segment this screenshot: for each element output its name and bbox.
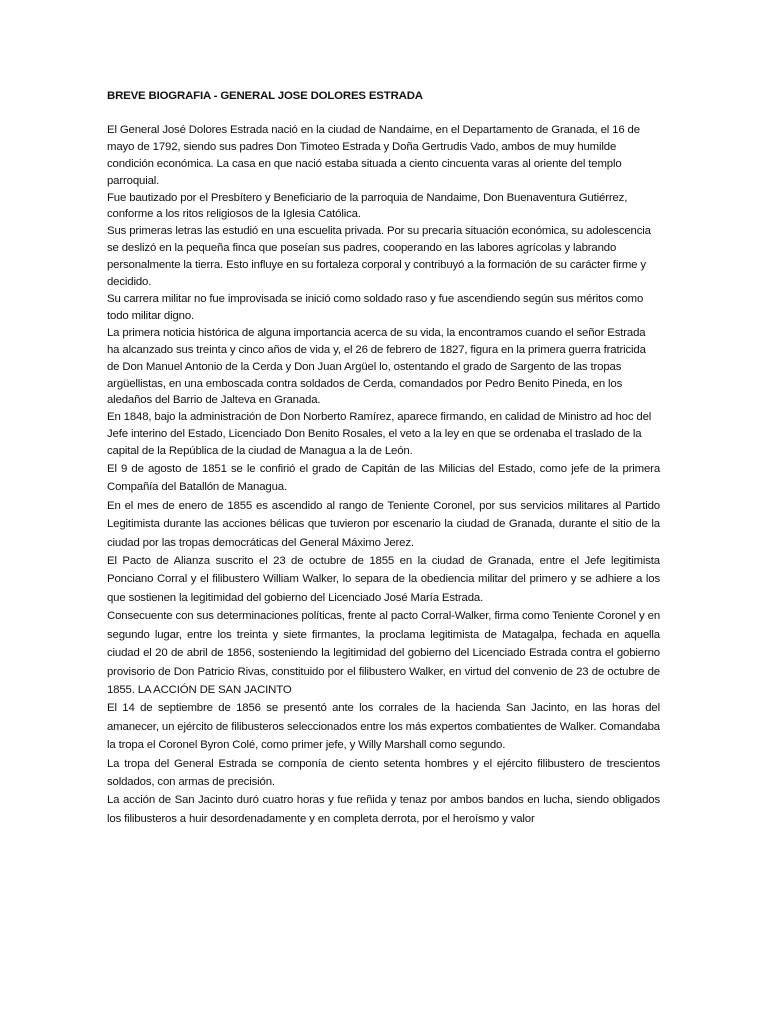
paragraph-baptism: Fue bautizado por el Presbítero y Beneficiario de la parroquia de Nandaime, Don Buenaventura Gutiérrez, conforme a los ritos religiosos de la Iglesia Católica. [107, 191, 628, 221]
paragraph-first-news: La primera noticia histórica de alguna importancia acerca de su vida, la encontramos cuando el señor Estrada ha alcanzado sus treinta y cinco años de vida y, el 26 de febrero de 1827, figura en la primera guerra fratricida de Don Manuel Antonio de la Cerda y Don Juan Argüel lo, ostentando el grado de Sargento de las tropas argüellistas, en una emboscada contra soldados de Cerda, comandados por Pedro Benito Pineda, en los aledaños del Barrio de Jalteva en Granada. [107, 326, 646, 407]
document-page [107, 88, 660, 828]
paragraph-education: Sus primeras letras las estudió en una escuelita privada. Por su precaria situación económica, su adolescencia se deslizó en la pequeña finca que poseían sus padres, cooperando en las labores agrícolas y labrando personalmente la tierra. Esto influye en su fortaleza corporal y contribuyó a la formación de su carácter firme y decidido. [107, 225, 651, 289]
body-section-early-life [107, 122, 660, 460]
paragraph-san-jacinto-attack: El 14 de septiembre de 1856 se presentó ante los corrales de la hacienda San Jacinto, en las horas del amanecer, un ejército de filibusteros seleccionados entre los más expertos combatientes de Walker. Comandaba la tropa el Coronel Byron Colé, como primer jefe, y Willy Marshall como segundo. [107, 702, 660, 752]
paragraph-battle-outcome: La acción de San Jacinto duró cuatro horas y fue reñida y tenaz por ambos bandos en lucha, siendo obligados los filibusteros a huir desordenadamente y en completa derrota, por el heroísmo y valor [107, 794, 660, 825]
paragraph-1855-promotion: En el mes de enero de 1855 es ascendido al rango de Teniente Coronel, por sus servicios militares al Partido Legitimista durante las acciones bélicas que tuvieron por escenario la ciudad de Granada, durante el sitio de la ciudad por las tropas democráticas del General Máximo Jerez. [107, 499, 660, 549]
paragraph-proclamation: Consecuente con sus determinaciones políticas, frente al pacto Corral-Walker, firma como Teniente Coronel y en segundo lugar, entre los treinta y siete firmantes, la proclama legitimista de Matagalpa, fechada en aquella ciudad el 20 de abril de 1856, sosteniendo la legitimidad del gobierno del Licenciado Estrada contra el gobierno provisorio de Don Patricio Rivas, constituido por el filibustero Walker, en virtud del convenio de 23 de octubre de 1855. LA ACCIÓN DE SAN JACINTO [107, 610, 660, 696]
document-title: BREVE BIOGRAFIA - GENERAL JOSE DOLORES ESTRADA [107, 90, 423, 102]
paragraph-troop-sizes: La tropa del General Estrada se componía de ciento setenta hombres y el ejército filibustero de trescientos soldados, con armas de precisión. [107, 757, 660, 788]
paragraph-alliance-pact: El Pacto de Alianza suscrito el 23 de octubre de 1855 en la ciudad de Granada, entre el Jefe legitimista Ponciano Corral y el filibustero William Walker, lo separa de la obediencia militar del primero y se adhiere a los que sostienen la legitimidad del gobierno del Licenciado José María Estrada. [107, 555, 660, 604]
paragraph-1848: En 1848, bajo la administración de Don Norberto Ramírez, aparece firmando, en calidad de Ministro ad hoc del Jefe interino del Estado, Licenciado Don Benito Rosales, el veto a la ley en que se ordenaba el traslado de la capital de la República de la ciudad de Managua a la de León. [107, 411, 652, 458]
paragraph-birth: El General José Dolores Estrada nació en la ciudad de Nandaime, en el Departamento de Granada, el 16 de mayo de 1792, siendo sus padres Don Timoteo Estrada y Doña Gertrudis Vado, ambos de muy humilde condición económica. La casa en que nació estaba situada a ciento cincuenta varas al oriente del templo parroquial. [107, 123, 640, 187]
body-section-later-career [107, 460, 660, 828]
paragraph-military-career: Su carrera militar no fue improvisada se inició como soldado raso y fue ascendiendo según sus méritos como todo militar digno. [107, 292, 644, 322]
paragraph-1851: El 9 de agosto de 1851 se le confirió el grado de Capitán de las Milicias del Estado, como jefe de la primera Compañía del Batallón de Managua. [107, 463, 660, 494]
